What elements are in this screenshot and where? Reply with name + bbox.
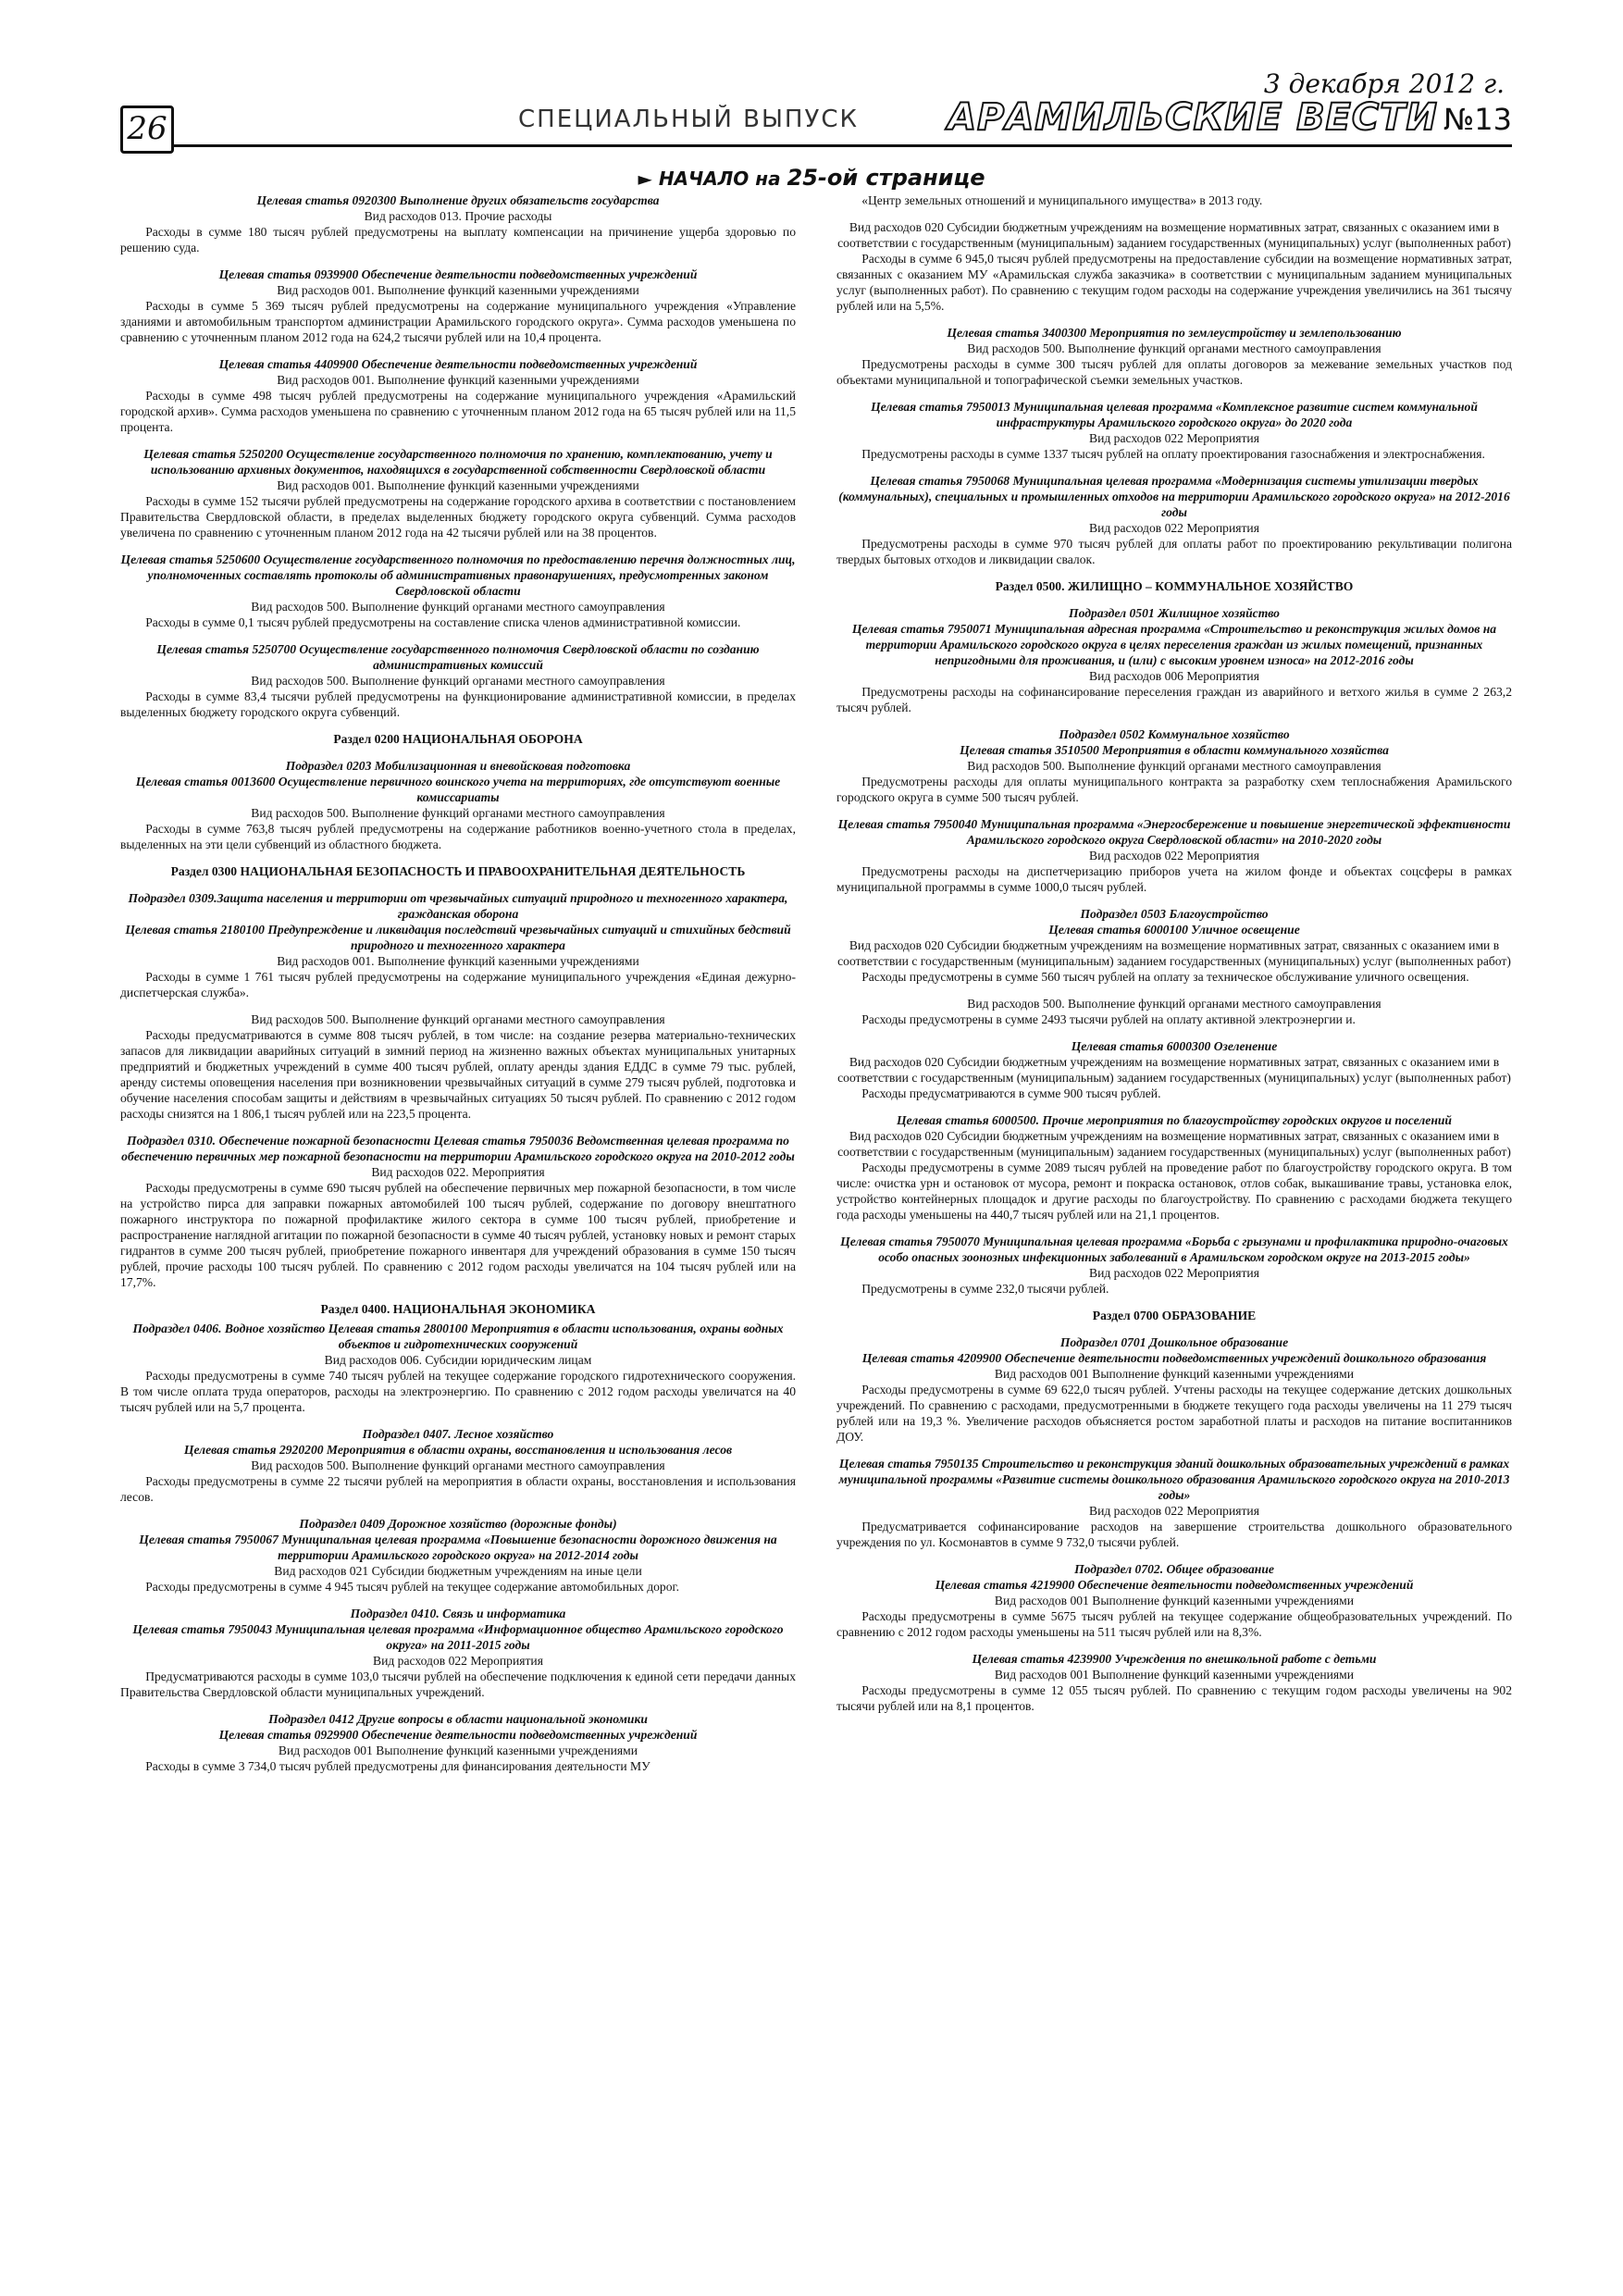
- block-heading: Целевая статья 7950043 Муниципальная целевая программа «Информационное общество Арамильского городского округа» на 2011-2015 годы: [132, 1622, 784, 1652]
- article-block: [120, 758, 796, 852]
- expense-type-line: Вид расходов 001 Выполнение функций казенными учреждениями: [994, 1367, 1355, 1381]
- column-left: [120, 192, 796, 2247]
- continuation-page: 25-ой странице: [787, 165, 985, 191]
- paragraph: Расходы в сумме 180 тысяч рублей предусмотрены на выплату компенсации на причинение ущерба здоровью по решению суда.: [120, 225, 796, 254]
- expense-type-line: Вид расходов 001. Выполнение функций казенными учреждениями: [277, 954, 639, 968]
- block-heading: Подраздел 0410. Связь и информатика: [350, 1607, 566, 1620]
- article-block: [120, 552, 796, 630]
- expense-type-line: Вид расходов 020 Субсидии бюджетным учреждениям на возмещение нормативных затрат, связанных с оказанием ими в соответствии с государственным (муниципальным) заданием государственных (муниципальных) услуг (выполненных работ): [837, 938, 1511, 968]
- block-heading: Целевая статья 7950071 Муниципальная адресная программа «Строительство и реконструкция жилых домов на территории Арамильского городского округа в целях переселения граждан из жилых помещений, признанных непригодными для проживания, и (или) с высоким уровнем износа» на 2012-2016 годы: [851, 622, 1497, 667]
- expense-type-line: Вид расходов 006. Субсидии юридическим лицам: [324, 1353, 592, 1367]
- block-heading: Подраздел 0406. Водное хозяйство Целевая статья 2800100 Мероприятия в области использования, охраны водных объектов и гидротехнических сооружений: [132, 1322, 784, 1351]
- article-block: [120, 1516, 796, 1595]
- article-block: [120, 1711, 796, 1774]
- block-heading: Целевая статья 7950070 Муниципальная целевая программа «Борьба с грызунами и профилактика природно-очаговых особо опасных зоонозных инфекционных заболеваний в Арамильском городском округе на 2013-2015 годы»: [840, 1235, 1508, 1264]
- expense-type-line: Вид расходов 021 Субсидии бюджетным учреждениям на иные цели: [274, 1564, 642, 1578]
- article-block: [120, 731, 796, 747]
- column-right: [836, 192, 1512, 2247]
- expense-type-line: Вид расходов 001 Выполнение функций казенными учреждениями: [278, 1744, 638, 1757]
- paragraph: Предусмотрены расходы в сумме 970 тысяч рублей для оплаты работ по проектированию рекультивации полигона твердых бытовых отходов и ликвидации свалок.: [836, 537, 1512, 566]
- article-block: [120, 1133, 796, 1290]
- article-block: [836, 325, 1512, 388]
- expense-type-line: Вид расходов 020 Субсидии бюджетным учреждениям на возмещение нормативных затрат, связанных с оказанием ими в соответствии с государственным (муниципальным) заданием государственных (муниципальных) услуг (выполненных работ): [837, 1129, 1511, 1159]
- block-heading: Целевая статья 3510500 Мероприятия в области коммунального хозяйства: [960, 743, 1389, 757]
- section-heading: Раздел 0500. ЖИЛИЩНО – КОММУНАЛЬНОЕ ХОЗЯЙСТВО: [995, 579, 1354, 593]
- block-heading: Целевая статья 0013600 Осуществление первичного воинского учета на территориях, где отсутствуют военные комиссариаты: [135, 775, 781, 804]
- block-heading: Целевая статья 4239900 Учреждения по внешкольной работе с детьми: [972, 1652, 1377, 1666]
- block-heading: Подраздел 0203 Мобилизационная и вневойсковая подготовка: [285, 759, 631, 773]
- expense-type-line: Вид расходов 022. Мероприятия: [371, 1165, 545, 1179]
- block-heading: Подраздел 0409 Дорожное хозяйство (дорожные фонды): [299, 1517, 617, 1531]
- expense-type-line: Вид расходов 500. Выполнение функций органами местного самоуправления: [251, 1012, 665, 1026]
- paragraph: Расходы предусмотрены в сумме 560 тысяч рублей на оплату за техническое обслуживание уличного освещения.: [861, 970, 1469, 984]
- block-heading: Подраздел 0503 Благоустройство: [1080, 907, 1269, 921]
- article-body: [120, 192, 1512, 2247]
- block-heading: Целевая статья 7950135 Строительство и реконструкция зданий дошкольных образовательных учреждений в рамках муниципальной программы «Развитие системы дошкольного образования Арамильского городского округа на 2010-2013 годы»: [838, 1457, 1510, 1502]
- paragraph: Расходы в сумме 83,4 тысячи рублей предусмотрены на функционирование административной комиссии, в пределах выделенных бюджету городского округа субвенций.: [120, 689, 796, 719]
- paragraph: Расходы предусмотрены в сумме 2089 тысяч рублей на проведение работ по благоустройству городского округа. В том числе: очистка урн и остановок от мусора, ремонт и покраска остановок, отлов собак, выкашивание травы, установка елок, устройство контейнерных площадок и другие расходы по благоустройству. По сравнению с расходами бюджета текущего года расходы уменьшены на 440,7 тысяч рублей или на 21,1 процентов.: [836, 1160, 1512, 1222]
- article-block: [120, 1606, 796, 1700]
- paragraph: Расходы в сумме 5 369 тысяч рублей предусмотрены на содержание муниципального учреждения «Управление зданиями и автомобильным транспортом администрации Арамильского городского округа». Сумма расходов уменьшена по сравнению с уточненным планом 2012 года на 624,2 тысячи рублей или на 10,4 процента.: [120, 299, 796, 344]
- expense-type-line: Вид расходов 500. Выполнение функций органами местного самоуправления: [967, 759, 1381, 773]
- block-heading: Целевая статья 4209900 Обеспечение деятельности подведомственных учреждений дошкольного образования: [861, 1351, 1487, 1365]
- paragraph: Предусмотрены расходы на диспетчеризацию приборов учета на жилом фонде и объектах соцсферы в рамках муниципальной программы в сумме 1000,0 тысяч рублей.: [836, 864, 1512, 894]
- block-heading: Целевая статья 5250600 Осуществление государственного полномочия по предоставлению перечня должностных лиц, уполномоченных составлять протоколы об административных правонарушениях, предусмотренных законом Свердловской области: [120, 552, 796, 598]
- block-heading: Подраздел 0309.Защита населения и территории от чрезвычайных ситуаций природного и техногенного характера, гражданская оборона: [128, 891, 788, 921]
- paragraph: Предусмотрены расходы в сумме 1337 тысяч рублей на оплату проектирования газоснабжения и электроснабжения.: [861, 447, 1485, 461]
- block-heading: Целевая статья 2920200 Мероприятия в области охраны, восстановления и использования лесов: [183, 1443, 733, 1457]
- section-heading: Раздел 0700 ОБРАЗОВАНИЕ: [1092, 1309, 1257, 1322]
- block-heading: Подраздел 0701 Дошкольное образование: [1059, 1335, 1289, 1349]
- block-heading: Подраздел 0407. Лесное хозяйство: [362, 1427, 554, 1441]
- continuation-note: [0, 165, 1623, 191]
- header-rule: [174, 144, 1512, 147]
- paragraph: Расходы в сумме 0,1 тысяч рублей предусмотрены на составление списка членов административной комиссии.: [145, 615, 741, 629]
- issue-number: №13: [1443, 102, 1512, 137]
- article-block: [120, 1301, 796, 1415]
- block-heading: Целевая статья 7950068 Муниципальная целевая программа «Модернизация системы утилизации твердых (коммунальных), специальных и промышленных отходов на территории Арамильского городского округа» на 2012-2016 годы: [838, 474, 1510, 519]
- expense-type-line: Вид расходов 022 Мероприятия: [1089, 1504, 1259, 1518]
- expense-type-line: Вид расходов 001. Выполнение функций казенными учреждениями: [277, 283, 639, 297]
- paragraph: Предусмотрены расходы на софинансирование переселения граждан из аварийного и ветхого жилья в сумме 2 263,2 тысяч рублей.: [836, 685, 1512, 714]
- article-block: [836, 605, 1512, 715]
- paragraph: Расходы в сумме 3 734,0 тысяч рублей предусмотрены для финансирования деятельности МУ: [145, 1759, 650, 1773]
- paragraph: Расходы предусматриваются в сумме 900 тысяч рублей.: [861, 1086, 1161, 1100]
- expense-type-line: Вид расходов 500. Выполнение функций органами местного самоуправления: [251, 674, 665, 688]
- paragraph: Предусматриваются расходы в сумме 103,0 тысячи рублей на обеспечение подключения к единой сети передачи данных Правительства Свердловской области муниципальных учреждений.: [120, 1669, 796, 1699]
- expense-type-line: Вид расходов 001 Выполнение функций казенными учреждениями: [994, 1594, 1355, 1607]
- article-block: [120, 267, 796, 345]
- expense-type-line: Вид расходов 001. Выполнение функций казенными учреждениями: [277, 373, 639, 387]
- article-block: [836, 726, 1512, 805]
- section-heading: Раздел 0300 НАЦИОНАЛЬНАЯ БЕЗОПАСНОСТЬ И ПРАВООХРАНИТЕЛЬНАЯ ДЕЯТЕЛЬНОСТЬ: [170, 864, 746, 878]
- article-block: [836, 192, 1512, 208]
- paragraph: Предусмотрены расходы для оплаты муниципального контракта за разработку схем теплоснабжения Арамильского городского округа в сумме 500 тысяч рублей.: [836, 775, 1512, 804]
- paragraph: Предусмотрены в сумме 232,0 тысячи рублей.: [861, 1282, 1109, 1296]
- article-block: [836, 473, 1512, 567]
- paragraph: «Центр земельных отношений и муниципального имущества» в 2013 году.: [861, 193, 1263, 207]
- paragraph: Расходы предусмотрены в сумме 69 622,0 тысяч рублей. Учтены расходы на текущее содержание детских дошкольных учреждений. По сравнению с расходами, предусмотренными в бюджете текущего года расходы увеличены на 11 279 тысяч рублей или на 19,3 %. Увеличение расходов объясняется ростом заработной платы и расходов на питание воспитанников ДОУ.: [836, 1383, 1512, 1444]
- expense-type-line: Вид расходов 022 Мероприятия: [1089, 849, 1259, 863]
- section-heading: Раздел 0200 НАЦИОНАЛЬНАЯ ОБОРОНА: [333, 732, 583, 746]
- article-block: [120, 890, 796, 1000]
- paragraph: Расходы в сумме 498 тысяч рублей предусмотрены на содержание муниципального учреждения «Арамильский городской архив». Сумма расходов уменьшена по сравнению с уточненным планом 2012 года на 65 тысяч рублей или на 11,5 процента.: [120, 389, 796, 434]
- article-block: [836, 1334, 1512, 1445]
- paragraph: Расходы в сумме 1 761 тысяч рублей предусмотрены на содержание муниципального учреждения «Единая дежурно-диспетчерская служба».: [120, 970, 796, 999]
- block-heading: Целевая статья 5250700 Осуществление государственного полномочия Свердловской области по созданию административных комиссий: [156, 642, 760, 672]
- masthead: [948, 96, 1512, 139]
- block-heading: Целевая статья 2180100 Предупреждение и ликвидация последствий чрезвычайных ситуаций и стихийных бедствий природного и техногенного характера: [125, 923, 791, 952]
- expense-type-line: Вид расходов 022 Мероприятия: [1089, 1266, 1259, 1280]
- block-heading: Целевая статья 4219900 Обеспечение деятельности подведомственных учреждений: [935, 1578, 1414, 1592]
- article-block: [836, 816, 1512, 895]
- block-heading: Целевая статья 6000100 Уличное освещение: [1048, 923, 1300, 937]
- paragraph: Расходы в сумме 763,8 тысяч рублей предусмотрены на содержание работников военно-учетного стола в пределах, выделенных на эти цели субвенций из областного бюджета.: [120, 822, 796, 851]
- block-heading: Целевая статья 5250200 Осуществление государственного полномочия по хранению, комплектованию, учету и использованию архивных документов, находящихся в государственной собственности Свердловской области: [143, 447, 773, 477]
- expense-type-line: Вид расходов 020 Субсидии бюджетным учреждениям на возмещение нормативных затрат, связанных с оказанием ими в соответствии с государственным (муниципальным) заданием государственных (муниципальных) услуг (выполненных работ): [837, 220, 1511, 250]
- article-block: [120, 863, 796, 879]
- article-block: [836, 1112, 1512, 1222]
- article-block: [836, 1038, 1512, 1101]
- article-block: [120, 1011, 796, 1122]
- paragraph: Расходы предусмотрены в сумме 740 тысяч рублей на текущее содержание городского гидротехнического сооружения. В том числе оплата труда операторов, расходы на электроэнергию. По сравнению с 2012 годом расходы увеличатся на 40 тысяч рублей или на 5,7 процента.: [120, 1369, 796, 1414]
- article-block: [836, 1234, 1512, 1297]
- article-block: [836, 1456, 1512, 1550]
- block-heading: Целевая статья 0920300 Выполнение других обязательств государства: [256, 193, 660, 207]
- paragraph: Расходы предусматриваются в сумме 808 тысяч рублей, в том числе: на создание резерва материально-технических запасов для ликвидации аварийных ситуаций в зимний период на жизненно важных объектах муниципальных унитарных предприятий и бюджетных учреждений в сумме 400 тысяч рублей, оплату аренды здания ЕДДС в сумме 79 тыс. рублей, аренду системы оповещения населения при возникновении чрезвычайных ситуаций в сумме 279 тысяч рублей, подготовка и обучение населения способам защиты и действиям в чрезвычайных ситуациях 50 тысяч рублей. По сравнению с 2012 годом расходы снизятся на 1 806,1 тысяч рублей или на 223,5 процента.: [120, 1028, 796, 1121]
- paragraph: Расходы предусмотрены в сумме 690 тысяч рублей на обеспечение первичных мер пожарной безопасности, в том числе на устройство пирса для заправки пожарных автомобилей 100 тысяч рублей, содержание по договору внештатного пожарного инструктора по пожарной профилактике жилого сектора в сумме 100 тысяч рублей, приобретение и распространение наглядной агитации по пожарной безопасности в сумме 40 тысяч рублей, установку новых и ремонт старых гидрантов в сумме 200 тысяч рублей, приобретение пожарного инвентаря для учреждений образования в сумме 150 тысяч рублей, прочие расходы 100 тысяч рублей. По сравнению с 2012 годом расходы увеличатся на 104 тысяч рублей или на 17,7%.: [120, 1181, 796, 1289]
- issue-date: 3 декабря 2012 г.: [1263, 68, 1505, 99]
- block-heading: Подраздел 0702. Общее образование: [1074, 1562, 1274, 1576]
- block-heading: Целевая статья 6000500. Прочие мероприятия по благоустройству городских округов и поселений: [896, 1113, 1452, 1127]
- article-block: [120, 1426, 796, 1505]
- block-heading: Целевая статья 0929900 Обеспечение деятельности подведомственных учреждений: [218, 1728, 698, 1742]
- article-block: [836, 219, 1512, 314]
- article-block: [836, 1561, 1512, 1640]
- expense-type-line: Вид расходов 500. Выполнение функций органами местного самоуправления: [251, 600, 665, 614]
- block-heading: Подраздел 0412 Другие вопросы в области национальной экономики: [268, 1712, 648, 1726]
- block-heading: Подраздел 0310. Обеспечение пожарной безопасности Целевая статья 7950036 Ведомственная целевая программа по обеспечению первичных мер пожарной безопасности на территории Арамильского городского округа на 2010-2012 годы: [121, 1134, 795, 1163]
- expense-type-line: Вид расходов 013. Прочие расходы: [364, 209, 552, 223]
- block-heading: Целевая статья 3400300 Мероприятия по землеустройству и землепользованию: [947, 326, 1402, 340]
- expense-type-line: Вид расходов 022 Мероприятия: [373, 1654, 543, 1668]
- expense-type-line: Вид расходов 022 Мероприятия: [1089, 521, 1259, 535]
- paragraph: Расходы предусмотрены в сумме 2493 тысячи рублей на оплату активной электроэнергии и.: [861, 1012, 1356, 1026]
- article-block: [836, 399, 1512, 462]
- paragraph: Расходы в сумме 152 тысячи рублей предусмотрены на содержание городского архива в соответствии с постановлением Правительства Свердловской области, в пределах выделенных бюджету городского округа субвенций. Сумма расходов увеличена по сравнению с уточненным планом 2012 года на 42 тысячи рублей или на 38 процентов.: [120, 494, 796, 540]
- paragraph: Расходы предусмотрены в сумме 22 тысячи рублей на мероприятия в области охраны, восстановления и использования лесов.: [120, 1474, 796, 1504]
- block-heading: Целевая статья 7950040 Муниципальная программа «Энергосбережение и повышение энергетической эффективности Арамильского городского округа Свердловской области» на 2010-2020 годы: [837, 817, 1511, 847]
- section-heading: Раздел 0400. НАЦИОНАЛЬНАЯ ЭКОНОМИКА: [320, 1302, 596, 1316]
- expense-type-line: Вид расходов 500. Выполнение функций органами местного самоуправления: [967, 997, 1381, 1011]
- paragraph: Расходы предусмотрены в сумме 4 945 тысяч рублей на текущее содержание автомобильных дорог.: [145, 1580, 679, 1594]
- expense-type-line: Вид расходов 500. Выполнение функций органами местного самоуправления: [251, 1458, 665, 1472]
- article-block: [120, 192, 796, 255]
- block-heading: Целевая статья 0939900 Обеспечение деятельности подведомственных учреждений: [218, 267, 698, 281]
- block-heading: Целевая статья 4409900 Обеспечение деятельности подведомственных учреждений: [218, 357, 698, 371]
- expense-type-line: Вид расходов 500. Выполнение функций органами местного самоуправления: [967, 341, 1381, 355]
- article-block: [836, 996, 1512, 1027]
- article-block: [120, 446, 796, 540]
- block-heading: Целевая статья 7950067 Муниципальная целевая программа «Повышение безопасности дорожного движения на территории Арамильского городского округа» на 2012-2014 годы: [139, 1533, 777, 1562]
- continuation-prefix: ► НАЧАЛО на: [638, 168, 787, 190]
- section-title: СПЕЦИАЛЬНЫЙ ВЫПУСК: [518, 105, 859, 133]
- expense-type-line: Вид расходов 500. Выполнение функций органами местного самоуправления: [251, 806, 665, 820]
- block-heading: Целевая статья 6000300 Озеленение: [1071, 1039, 1278, 1053]
- expense-type-line: Вид расходов 020 Субсидии бюджетным учреждениям на возмещение нормативных затрат, связанных с оказанием ими в соответствии с государственным (муниципальным) заданием государственных (муниципальных) услуг (выполненных работ): [837, 1055, 1511, 1085]
- article-block: [836, 906, 1512, 985]
- article-block: [120, 356, 796, 435]
- article-block: [836, 578, 1512, 594]
- expense-type-line: Вид расходов 001 Выполнение функций казенными учреждениями: [994, 1668, 1355, 1682]
- article-block: [120, 641, 796, 720]
- newspaper-name: АРАМИЛЬСКИЕ ВЕСТИ: [948, 96, 1438, 139]
- paragraph: Предусматривается софинансирование расходов на завершение строительства дошкольного образовательного учреждения по ул. Космонавтов в сумме 9 732,0 тысячи рублей.: [836, 1520, 1512, 1549]
- article-block: [836, 1308, 1512, 1323]
- block-heading: Целевая статья 7950013 Муниципальная целевая программа «Комплексное развитие систем коммунальной инфраструктуры Арамильского городского округа» до 2020 года: [871, 400, 1478, 429]
- paragraph: Расходы в сумме 6 945,0 тысяч рублей предусмотрены на предоставление субсидии на возмещение нормативных затрат, связанных с оказанием МУ «Арамильская служба заказчика» в соответствии с муниципальным заданием муниципальных услуг (выполненных работ). По сравнению с текущим годом расходы на содержание учреждения увеличились на 361 тысячу рублей или на 5,5%.: [836, 252, 1512, 313]
- block-heading: Подраздел 0502 Коммунальное хозяйство: [1059, 727, 1290, 741]
- expense-type-line: Вид расходов 001. Выполнение функций казенными учреждениями: [277, 478, 639, 492]
- page-header: [120, 56, 1512, 157]
- expense-type-line: Вид расходов 006 Мероприятия: [1089, 669, 1259, 683]
- page-number: 26: [120, 105, 174, 154]
- paragraph: Предусмотрены расходы в сумме 300 тысяч рублей для оплаты договоров за межевание земельных участков под объектами муниципальной и топографической съемки земельных участков.: [836, 357, 1512, 387]
- article-block: [836, 1651, 1512, 1714]
- paragraph: Расходы предусмотрены в сумме 12 055 тысяч рублей. По сравнению с текущим годом расходы увеличены на 902 тысячи рублей или на 8,1 процентов.: [836, 1683, 1512, 1713]
- paragraph: Расходы предусмотрены в сумме 5675 тысяч рублей на текущее содержание общеобразовательных учреждений. По сравнению с 2012 годом расходы уменьшены на 511 тысяч рублей или на 8,3%.: [836, 1609, 1512, 1639]
- block-heading: Подраздел 0501 Жилищное хозяйство: [1069, 606, 1280, 620]
- expense-type-line: Вид расходов 022 Мероприятия: [1089, 431, 1259, 445]
